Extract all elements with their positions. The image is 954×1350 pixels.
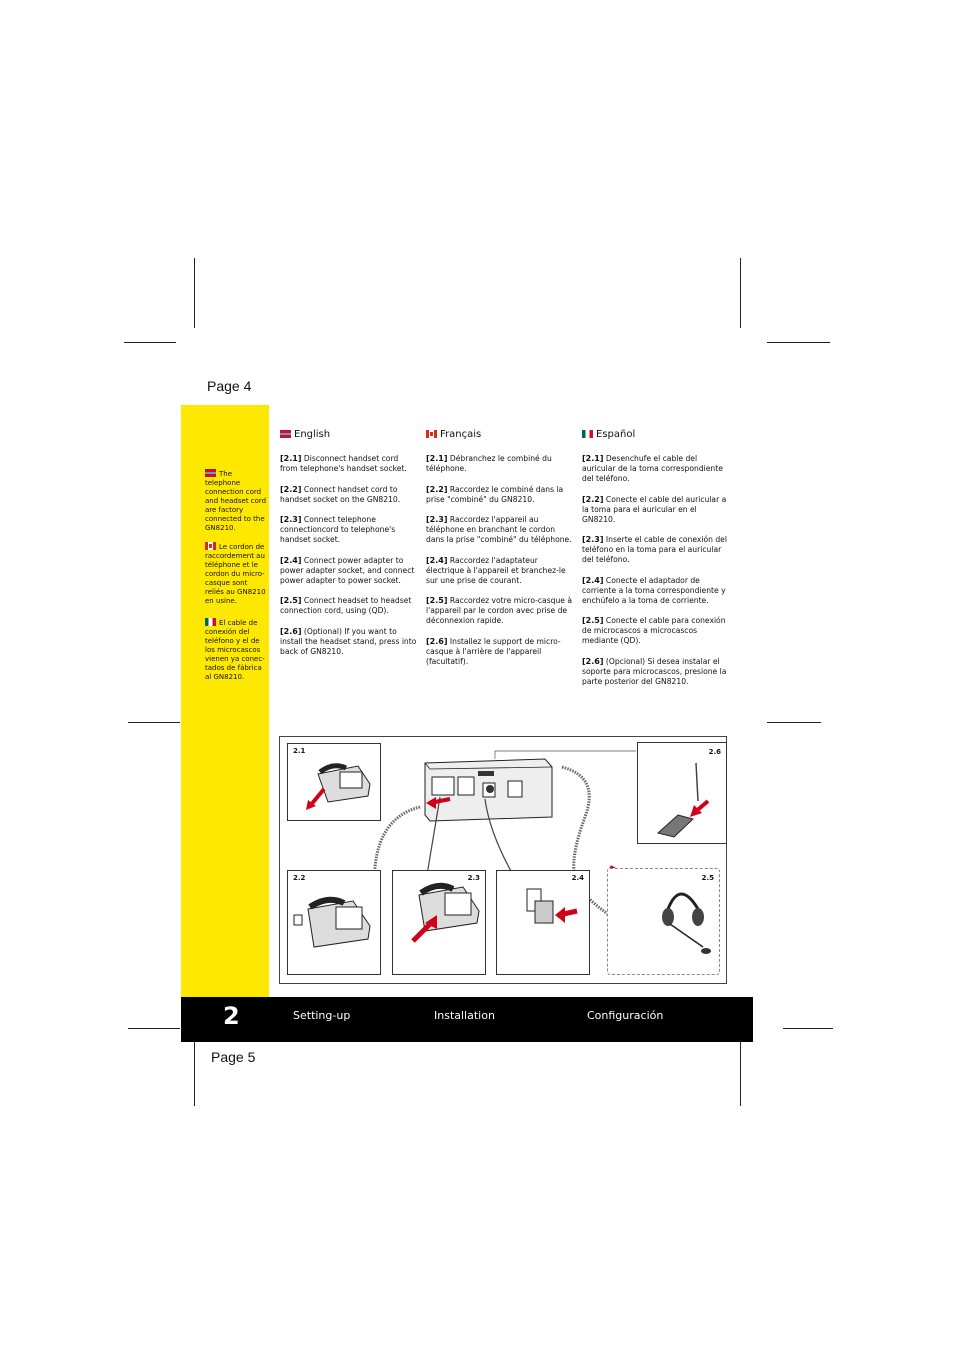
panel-2-5 [607, 868, 720, 975]
step-item: [2.2] Connect handset cord to handset socket on the GN8210. [280, 484, 401, 504]
section-title-spanish: Configuración [587, 1009, 664, 1022]
step-item: [2.4] Raccordez l'adaptateur électrique à l'appareil et branchez-le sur une prise de courant. [426, 555, 566, 585]
step-item: [2.1] Débranchez le combiné du téléphone. [426, 454, 552, 473]
step-item: [2.1] Desenchufe el cable del auricular de la toma correspondiente del teléfono. [582, 454, 723, 483]
telephone-icon [393, 871, 485, 974]
page-label-bottom: Page 5 [211, 1049, 256, 1065]
column-heading: Español [582, 430, 730, 440]
step-item: [2.3] Inserte el cable de conexión del teléfono en la toma para el auricular del teléfono. [582, 535, 727, 564]
step-item: [2.1] Disconnect handset cord from telephone's handset socket. [280, 454, 407, 473]
section-title-english: Setting-up [293, 1009, 351, 1022]
base-unit-icon [425, 759, 552, 821]
crop-mark [783, 1028, 833, 1029]
step-item: [2.4] Connect power adapter to power adapter socket, and connect power adapter to power socket. [280, 555, 415, 585]
telephone-icon [288, 871, 380, 974]
headset-stand-icon [638, 743, 726, 843]
column-heading: Français [426, 430, 574, 440]
flag-norway-icon [205, 469, 216, 477]
flag-mexico-icon [582, 430, 593, 438]
crop-mark [194, 1042, 195, 1106]
telephone-icon [288, 744, 380, 820]
step-item: [2.5] Conecte el cable para conexión de microcascos a microcascos mediante (QD). [582, 616, 726, 645]
setup-diagram [279, 736, 727, 984]
step-item: [2.5] Raccordez votre micro-casque à l'appareil par le cordon avec prise de déconnexion rapide. [426, 596, 573, 625]
column-english [280, 430, 418, 667]
section-number: 2 [223, 1002, 240, 1030]
panel-label: 2.4 [571, 874, 584, 882]
section-bar [181, 997, 753, 1042]
panel-2-3 [392, 870, 486, 975]
flag-canada-icon [205, 542, 216, 550]
column-french [426, 430, 574, 677]
panel-label: 2.2 [293, 874, 306, 882]
step-item: [2.6] (Optional) If you want to install the headset stand, press into back of GN8210. [280, 626, 417, 656]
flag-norway-icon [280, 430, 291, 438]
step-item: [2.6] Installez le support de micro-casque à l'arrière de l'appareil (facultatif). [426, 636, 561, 666]
panel-2-2 [287, 870, 381, 975]
panel-2-4 [496, 870, 590, 975]
crop-mark [767, 722, 821, 723]
panel-label: 2.5 [701, 874, 714, 882]
power-adapter-icon [497, 871, 589, 974]
sidenote-spanish: El cable de conexión del teléfono y el de los microcascos vienen ya conec-tados de fábrica al GN8210. [205, 619, 265, 681]
flag-canada-icon [426, 430, 437, 438]
crop-mark [128, 1028, 180, 1029]
step-item: [2.6] (Opcional) Si desea instalar el soporte para microcascos, presione la parte posterior del GN8210. [582, 656, 727, 686]
section-title-french: Installation [434, 1009, 495, 1022]
sidenote-english: The telephone connection cord and headset cord are factory connected to the GN8210. [205, 470, 267, 532]
panel-label: 2.6 [708, 748, 721, 756]
page-label-top: Page 4 [207, 378, 252, 394]
crop-mark [124, 342, 176, 343]
panel-2-6 [637, 742, 727, 844]
crop-mark [740, 1042, 741, 1106]
crop-mark [128, 722, 180, 723]
sidenote-french: Le cordon de raccordement au téléphone et le cordon du micro-casque sont reliés au GN8210 en usine. [205, 543, 266, 605]
panel-2-1 [287, 743, 381, 821]
step-item: [2.3] Connect telephone connectioncord to telephone's handset socket. [280, 515, 396, 544]
step-item: [2.4] Conecte el adaptador de corriente a la toma correspondiente y enchúfelo a la toma de corriente. [582, 575, 726, 605]
headset-icon [608, 869, 719, 974]
panel-label: 2.1 [293, 747, 306, 755]
step-item: [2.2] Conecte el cable del auricular a la toma para el auricular en el GN8210. [582, 494, 727, 524]
flag-mexico-icon [205, 618, 216, 626]
panel-label: 2.3 [467, 874, 480, 882]
column-spanish [582, 430, 730, 697]
step-item: [2.3] Raccordez l'appareil au téléphone en branchant le cordon dans la prise "combiné" du téléphone. [426, 515, 572, 544]
step-item: [2.2] Raccordez le combiné dans la prise "combiné" du GN8210. [426, 484, 564, 504]
crop-mark [740, 258, 741, 328]
crop-mark [194, 258, 195, 328]
column-heading: English [280, 430, 418, 440]
step-item: [2.5] Connect headset to headset connection cord, using (QD). [280, 596, 412, 615]
crop-mark [767, 342, 830, 343]
